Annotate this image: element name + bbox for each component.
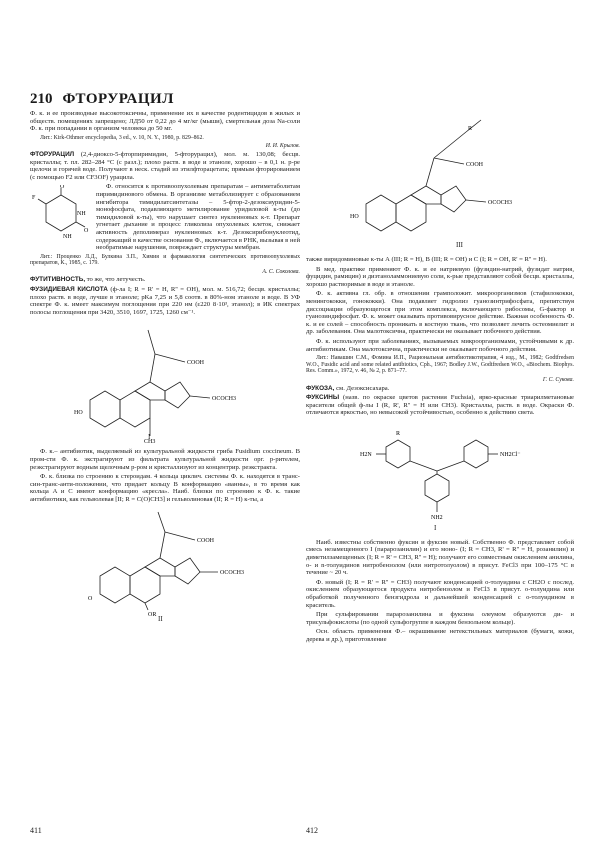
right-column (306, 110, 574, 646)
oxygen-label: O (84, 228, 89, 235)
figure-label: I (148, 433, 151, 442)
author-signature: И. И. Крылов. (265, 143, 300, 150)
fuchsin-structure (306, 419, 574, 537)
methyl-label: CH3 (144, 439, 156, 446)
paragraph: Ф. новый (I; R = R' = R'' = CH3) получают конденсацией о-толуидина с CH2O с послед. окислением образующегося продукта нитробензолом и FeCl3 в присут. о-толуидина или обработкой полученного бензгидрола и дальнейшей конденсацией с о-толуидином в краситель. (306, 578, 574, 609)
viridominic-acid-structure (306, 112, 574, 254)
author-signature: Г. С. Сукова. (542, 376, 574, 383)
entry-text: (2,4-диоксо-5-фторпиримидин, 5-фторурацил), мол. м. 130,08; бесцв. кристаллы; т. пл. 282–284 °С (с разл.); плохо раств. в воде и этаноле, хорошо – в 0,1 н. р-ре щелочи и горячей воде. Получают в неск. стадий из этилфторацетата; прямым фторированием (с помощью F2 или CF3OF) урацила. (30, 150, 300, 181)
entry-term: ФУКОЗА, (306, 384, 335, 392)
figure-label: II (158, 614, 163, 623)
paragraph: Осн. область применения Ф.– окрашивание нетекстильных материалов (бумаги, кожи, дерева и др.), приготовление (306, 628, 574, 643)
carboxyl-label: COOH (197, 537, 215, 544)
steroid-skeleton-drawing (306, 112, 574, 254)
hydroxyl-label: HO (350, 214, 359, 220)
or-label: OR (148, 611, 157, 618)
paragraph: Ф. к. активна гл. обр. в отношении грамположит. микроорганизмов (стафилококки, менингококки, гонококки). Она подавляет гидролиз гуанозинтрифосфата, препятствуя диссоциации образующегося при этом комплекса, включающего рибосомы, G-фактор и гуанозиндифосфат. Ф. к. может оказывать противовирусное действие. Важная особенность Ф. к. и ее солей – способность проникать в костную ткань, что позволяет лечить остеомиелит и др. заболевания. Она малотоксична, практически не оказывает побочного действия. (306, 290, 574, 336)
paragraph: Ф. к. и ее производные высокотоксичны, применение их в качестве родентицидов в жилых и обществ. помещениях запрещено; ЛД50 от 0,22 до 4 мг/кг (мыши), смертельная доза Na-соли Ф. к. при попадании в организм человека до 50 мг. (30, 110, 300, 133)
paragraph: также виридоминовые к-ты А (III; R = H), B (III; R = OH) и C (I; R = OH, R' = R'' = H). (306, 256, 547, 263)
figure-label: I (434, 523, 437, 532)
entry-text: то же, что летучесть. (85, 276, 146, 284)
fluorouracil-ring-drawing (30, 185, 92, 245)
paragraph: Ф. к.– антибиотик, выделяемый из культуральной жидкости гриба Fusidium coccineum. В пром-сти Ф. к. экстрагируют из фильтрата культуральной жидкости орг. р-рителем, реэкстрагируют водным щелочным р-ром и кристаллизуют из концентрир. реэкстракта. (30, 448, 300, 471)
page-title: ФТОРУРАЦИЛ (62, 91, 174, 107)
helvolic-acid-structure (30, 506, 300, 624)
entry-fucose (306, 385, 574, 393)
fluorouracil-structure (30, 185, 92, 245)
author-signature: А. С. Соколова. (262, 268, 300, 275)
hydroxyl-label: HO (74, 410, 83, 417)
r-group-label: R (468, 126, 473, 132)
carboxyl-label: COOH (187, 360, 205, 367)
acetoxy-label: OCOCH3 (488, 200, 513, 206)
paragraph: Ф. к. близка по строению к стероидам. 4 кольца циклич. системы Ф. к. находятся в транс-син-транс-анти-положении, что придает кольцу B конформацию «ванны», в то время как кольца A и C имеют конформацию «кресла». Наиб. близки по строению к Ф. к. такие антибиотики, как гельволевая [II; R = C(O)CH3] и гельволиновая (II; R = H) к-ты, а (30, 473, 300, 503)
amino-label: NH2 (431, 514, 443, 521)
entry-text: (назв. по окраске цветов растения Fuchsia), ярко-красные триарилметановые красители общей ф-лы I (R, R', R'' = H или CH3). Кристаллы, раств. в воде. Окраски Ф. отличаются яркостью, но невысокой устойчивостью, особенно к действию света. (306, 394, 574, 417)
entry-term: ФУКСИНЫ (306, 394, 340, 402)
acetoxy-label: OCOCH3 (220, 569, 245, 576)
literature-reference: Лит.: Проценко Л.Д., Булкина З.П., Химия и фармакология синтетических противоопухолевых препаратов, К., 1985, с. 179. (30, 253, 300, 267)
entry-fusidic-acid (30, 286, 300, 316)
oxygen-label: O (60, 185, 65, 191)
carboxyl-label: COOH (466, 162, 484, 168)
fluorine-label: F (32, 195, 36, 202)
left-column (30, 110, 300, 626)
folio-left: 411 (30, 826, 42, 835)
paragraph: Ф. относится к противоопухолевым препаратам – антиметаболитам пиримидинового обмена. В организме метаболизирует с образованием ингибитора тимидилатсинтетазы – 5-фтор-2-дезоксиуридин-5-монофосфата, подавляющего метилирование уридиловой к-ты (до тимидиловой к-ты), что нарушает синтез нуклеиновых к-т. Препарат угнетает дыхание и процесс гликолиза опухолевых клеток, снижает активность деполимераз нуклеиновых к-т. Дезоксирибонуклеотид, содержащий в качестве основания Ф., включается в РНК, вызывая в ней необратимые нарушения, повреждает структуры мембран. (96, 183, 300, 252)
entry-fuchsins (306, 394, 574, 417)
entry-term: ФУТИТИВНОСТЬ, (30, 276, 86, 284)
paragraph: В мед. практике применяют Ф. к. и ее натриевую (фузидин-натрий, фузидат натрия, фуцидин, рамицин) и диэтаноламмониевую соли, к-рые представляют собой бесцв. кристаллы, хорошо растворимые в воде и этаноле. (306, 265, 574, 288)
keto-label: O (88, 595, 93, 602)
paragraph: Ф. к. используют при заболеваниях, вызываемых микроорганизмами, устойчивыми к др. антибиотикам. Она малотоксична, практически не оказывает побочного действия. (306, 337, 574, 353)
figure-label: III (456, 241, 463, 249)
entry-text: см. Дезоксисахара. (334, 384, 390, 392)
entry-term: ФУЗИДИЕВАЯ КИСЛОТА (30, 286, 108, 294)
entry-fluorouracil (30, 151, 300, 181)
entry-term: ФТОРУРАЦИЛ (30, 150, 75, 158)
steroid-skeleton-drawing (30, 318, 300, 446)
nh-label: NH (63, 234, 72, 241)
steroid-skeleton-drawing (30, 506, 300, 624)
fusidic-acid-structure (30, 318, 300, 446)
literature-reference: Лит.: Навашин С.М., Фомина И.П., Рациональная антибиотикотерапия, 4 изд., М., 1982; Godtfredsen W.O., Fusidic acid and some related antibiotics, Cph., 1967; Bodley J.W., Godtfredsen W.O., «Biochem. Biophys. Res. Comm.», 1972, v. 46, № 2, p. 871–77. (306, 355, 574, 375)
literature-reference: Лит.: Kirk-Othmer encyclopedia, 3 ed., v. 10, N. Y., 1980, p. 829–862. (40, 134, 204, 141)
entry-fugitivity (30, 276, 300, 284)
folio-right: 412 (306, 826, 318, 835)
nh-label: NH (77, 211, 86, 218)
triarylmethane-drawing (306, 419, 574, 537)
page-number: 210 (30, 91, 53, 107)
iminium-label: NH2Cl⁻ (500, 451, 521, 458)
running-header (30, 90, 174, 108)
entry-text: (ф-ла I; R = R' = H, R'' = OH), мол. м. 516,72; бесцв. кристаллы; плохо раств. в воде, лучше в этаноле; pKa 7,25 и 5,8 соотв. в 80%-ном этаноле и воде. В УФ спектре Ф. к. имеет максимум поглощения при 220 нм (ε220 8·10³, этанол); в ИК спектрах полосы поглощения при 3420, 3510, 1697, 1725, 1260 см⁻¹. (30, 286, 300, 316)
acetoxy-label: OCOCH3 (212, 396, 237, 403)
amino-label: H2N (360, 451, 372, 458)
paragraph: Наиб. известны собственно фуксин и фуксин новый. Собственно Ф. представляет собой смесь незамещенного I (парарозанилин) и его моно- (I; R = CH3, R' = R'' = H, розанилин) и диметилзамещенных (I; R = R' = CH3, R'' = H); получают его совместным окислением анилина, о- и n-толуидинов нитробензолом (или нитротолуолом) в присут. FeCl3 при 100–175 °C в течение ~ 20 ч. (306, 538, 574, 577)
r-group-label: R (396, 430, 401, 437)
paragraph: При сульфировании парарозанилина и фуксина олеумом образуются ди- и трисульфокислоты (по одной сульфогруппе в каждом бензольном кольце). (306, 611, 574, 626)
